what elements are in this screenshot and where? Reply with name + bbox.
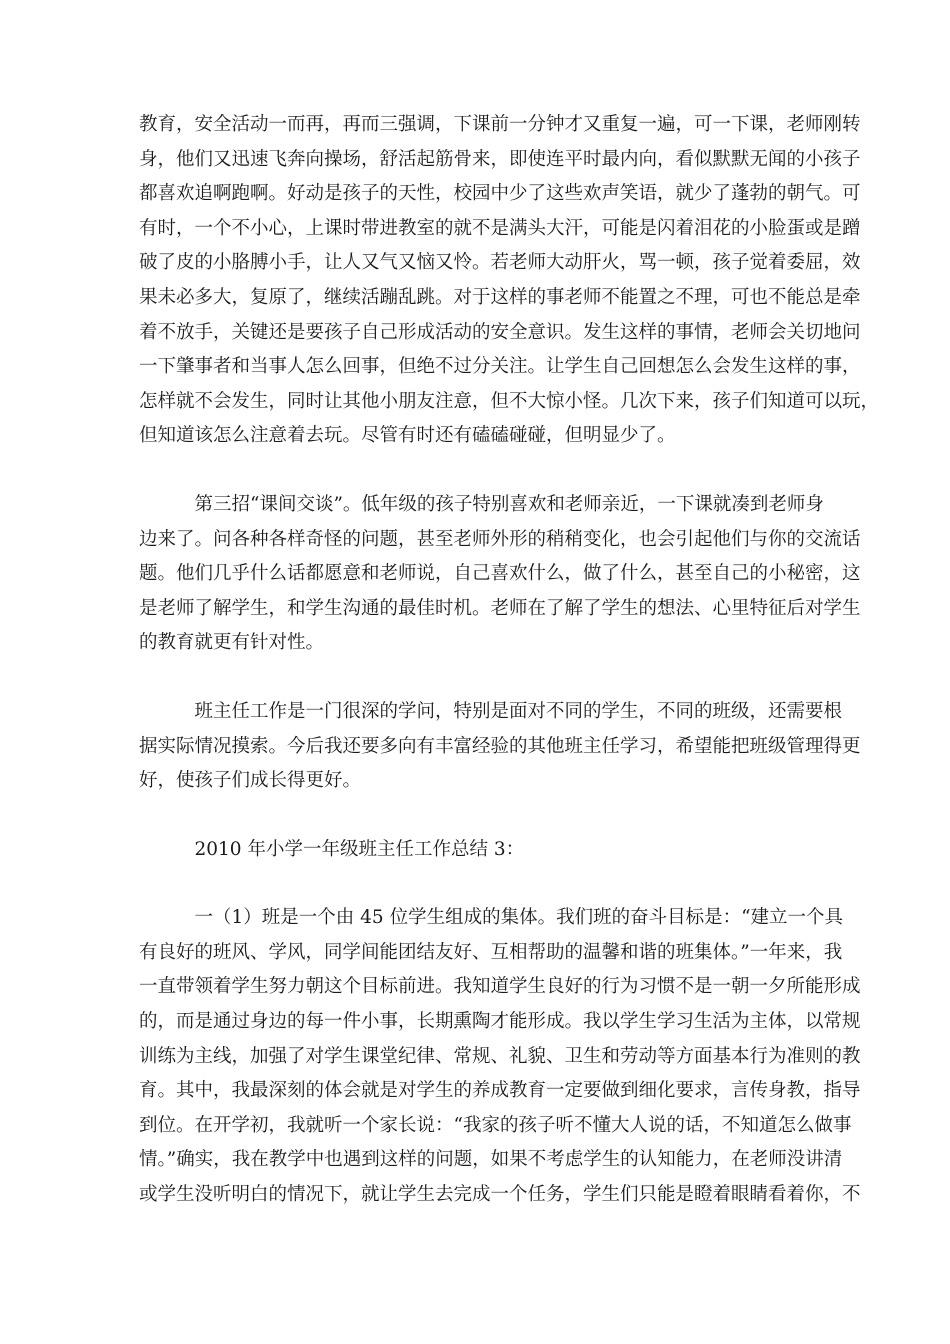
text-line: 边来了。问各种各样奇怪的问题，甚至老师外形的稍稍变化，也会引起他们与你的交流话 — [139, 528, 861, 550]
text-line: 有时，一个不小心，上课时带进教室的就不是满头大汗，可能是闪着泪花的小脸蛋或是蹭 — [139, 217, 861, 239]
text-line: 育。其中，我最深刻的体会就是对学生的养成教育一定要做到细化要求，言传身教，指导 — [139, 1080, 861, 1102]
paragraph-conclusion — [139, 695, 861, 799]
paragraph-class-goal — [139, 901, 861, 1212]
text-line: 的，而是通过身边的每一件小事，长期熏陶才能形成。我以学生学习生活为主体，以常规 — [139, 1011, 861, 1033]
paragraph-spacer — [139, 867, 814, 901]
text-line: 身，他们又迅速飞奔向操场，舒活起筋骨来，即使连平时最内向，看似默默无闻的小孩子 — [139, 148, 861, 170]
paragraph-spacer — [139, 454, 814, 488]
paragraph-third-tip — [139, 488, 861, 661]
text-line: 破了皮的小胳膊小手，让人又气又恼又怜。若老师大动肝火，骂一顿，孩子觉着委屈，效 — [139, 252, 861, 274]
section-heading — [139, 833, 814, 868]
text-line: 怎样就不会发生，同时让其他小朋友注意，但不大惊小怪。几次下来，孩子们知道可以玩， — [139, 390, 880, 412]
section-title: 2010 年小学一年级班主任工作总结 3： — [139, 838, 525, 860]
paragraph-spacer — [139, 799, 814, 833]
text-line: 据实际情况摸索。今后我还要多向有丰富经验的其他班主任学习，希望能把班级管理得更 — [139, 735, 861, 757]
text-line: 一（1）班是一个由 45 位学生组成的集体。我们班的奋斗目标是：“建立一个具 — [139, 907, 844, 929]
text-line: 的教育就更有针对性。 — [139, 632, 325, 654]
text-line: 班主任工作是一门很深的学问，特别是面对不同的学生，不同的班级，还需要根 — [139, 700, 843, 722]
text-line: 有良好的班风、学风，同学间能团结友好、互相帮助的温馨和谐的班集体。”一年来，我 — [139, 941, 843, 963]
paragraph-spacer — [139, 661, 814, 695]
text-line: 一下肇事者和当事人怎么回事，但绝不过分关注。让学生自己回想怎么会发生这样的事， — [139, 356, 861, 378]
text-line: 训练为主线，加强了对学生课堂纪律、常规、礼貌、卫生和劳动等方面基本行为准则的教 — [139, 1045, 861, 1067]
text-line: 题。他们几乎什么话都愿意和老师说，自己喜欢什么，做了什么，甚至自己的小秘密，这 — [139, 563, 861, 585]
text-line: 果未必多大，复原了，继续活蹦乱跳。对于这样的事老师不能置之不理，可也不能总是牵 — [139, 286, 861, 308]
text-line: 一直带领着学生努力朝这个目标前进。我知道学生良好的行为习惯不是一朝一夕所能形成 — [139, 976, 861, 998]
text-line: 或学生没听明白的情况下，就让学生去完成一个任务，学生们只能是瞪着眼睛看着你，不 — [139, 1184, 861, 1206]
text-line: 情。”确实，我在教学中也遇到这样的问题，如果不考虑学生的认知能力，在老师没讲清 — [139, 1149, 843, 1171]
text-line: 到位。在开学初，我就听一个家长说：“我家的孩子听不懂大人说的话，不知道怎么做事 — [139, 1114, 852, 1136]
document-body — [139, 108, 880, 1213]
text-line: 第三招“课间交谈”。低年级的孩子特别喜欢和老师亲近，一下课就凑到老师身 — [139, 493, 824, 515]
paragraph-safety-activities — [139, 108, 880, 454]
text-line: 是老师了解学生，和学生沟通的最佳时机。老师在了解了学生的想法、心里特征后对学生 — [139, 597, 861, 619]
text-line: 但知道该怎么注意着去玩。尽管有时还有磕磕碰碰，但明显少了。 — [139, 425, 676, 447]
text-line: 教育，安全活动一而再，再而三强调，下课前一分钟才又重复一遍，可一下课，老师刚转 — [139, 114, 861, 135]
text-line: 好，使孩子们成长得更好。 — [139, 770, 362, 792]
text-line: 着不放手，关键还是要孩子自己形成活动的安全意识。发生这样的事情，老师会关切地问 — [139, 321, 861, 343]
text-line: 都喜欢追啊跑啊。好动是孩子的天性，校园中少了这些欢声笑语，就少了蓬勃的朝气。可 — [139, 183, 861, 205]
